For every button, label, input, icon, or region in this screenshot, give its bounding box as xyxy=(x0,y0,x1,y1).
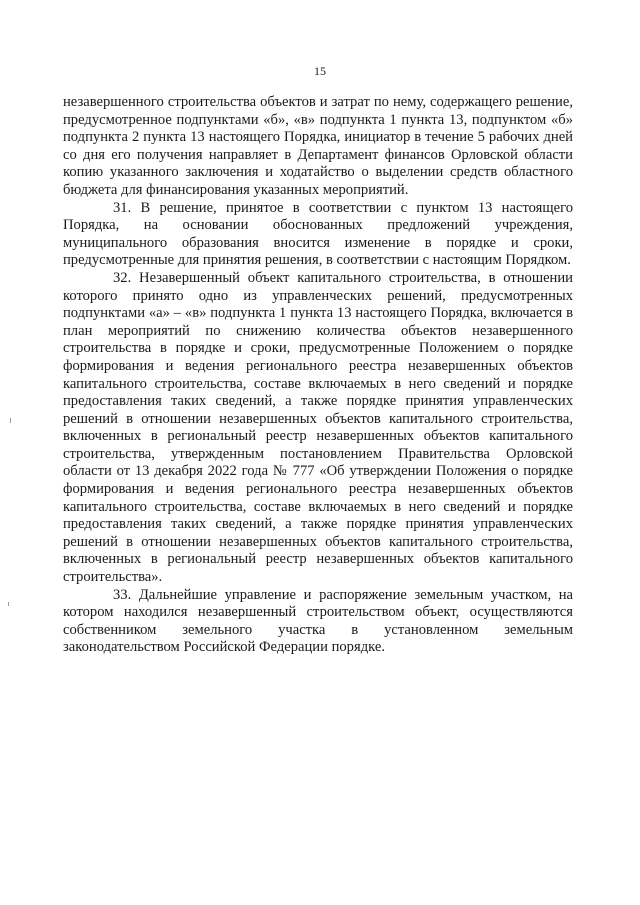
scan-artifact-mark xyxy=(8,602,9,606)
scan-artifact-mark xyxy=(10,418,11,423)
document-body xyxy=(63,94,573,657)
page-number: 15 xyxy=(314,64,326,78)
paragraph-30-continuation: незавершенного строительства объектов и затрат по нему, содержащего решение, предусмотренное подпунктами «б», «в» подпункта 1 пункта 13, подпунктом «б» подпункта 2 пункта 13 настоящего Порядка, инициатор в течение 5 рабочих дней со дня его получения направляет в Департамент финансов Орловской области копию указанного заключения и ходатайство о выделении средств областного бюджета для финансирования указанных мероприятий. xyxy=(63,94,573,198)
paragraph-33: 33. Дальнейшие управление и распоряжение земельным участком, на котором находился незавершенный строительством объект, осуществляются собственником земельного участка в установленном земельным законодательством Российской Федерации порядке. xyxy=(63,586,573,656)
paragraph-31: 31. В решение, принятое в соответствии с пунктом 13 настоящего Порядка, на основании обоснованных предложений учреждения, муниципального образования вносится изменение в порядке и сроки, предусмотренные для принятия решения, в соответствии с настоящим Порядком. xyxy=(63,199,573,269)
paragraph-32: 32. Незавершенный объект капитального строительства, в отношении которого принято одно из управленческих решений, предусмотренных подпунктами «а» – «в» подпункта 1 пункта 13 настоящего Порядка, включается в план мероприятий по снижению количества объектов незавершенного строительства в порядке и сроки, предусмотренные Положением о порядке формирования и ведения регионального реестра незавершенных объектов капитального строительства, составе включаемых в него сведений и порядке предоставления таких сведений, а также порядке принятия управленческих решений в отношении незавершенных объектов капитального строительства, включенных в региональный реестр незавершенных объектов капитального строительства, утвержденным постановлением Правительства Орловской области от 13 декабря 2022 года № 777 «Об утверждении Положения о порядке формирования и ведения регионального реестра незавершенных объектов капитального строительства, составе включаемых в него сведений и порядке предоставления таких сведений, а также порядке принятия управленческих решений в отношении незавершенных объектов капитального строительства, включенных в региональный реестр незавершенных объектов капитального строительства». xyxy=(63,269,573,586)
